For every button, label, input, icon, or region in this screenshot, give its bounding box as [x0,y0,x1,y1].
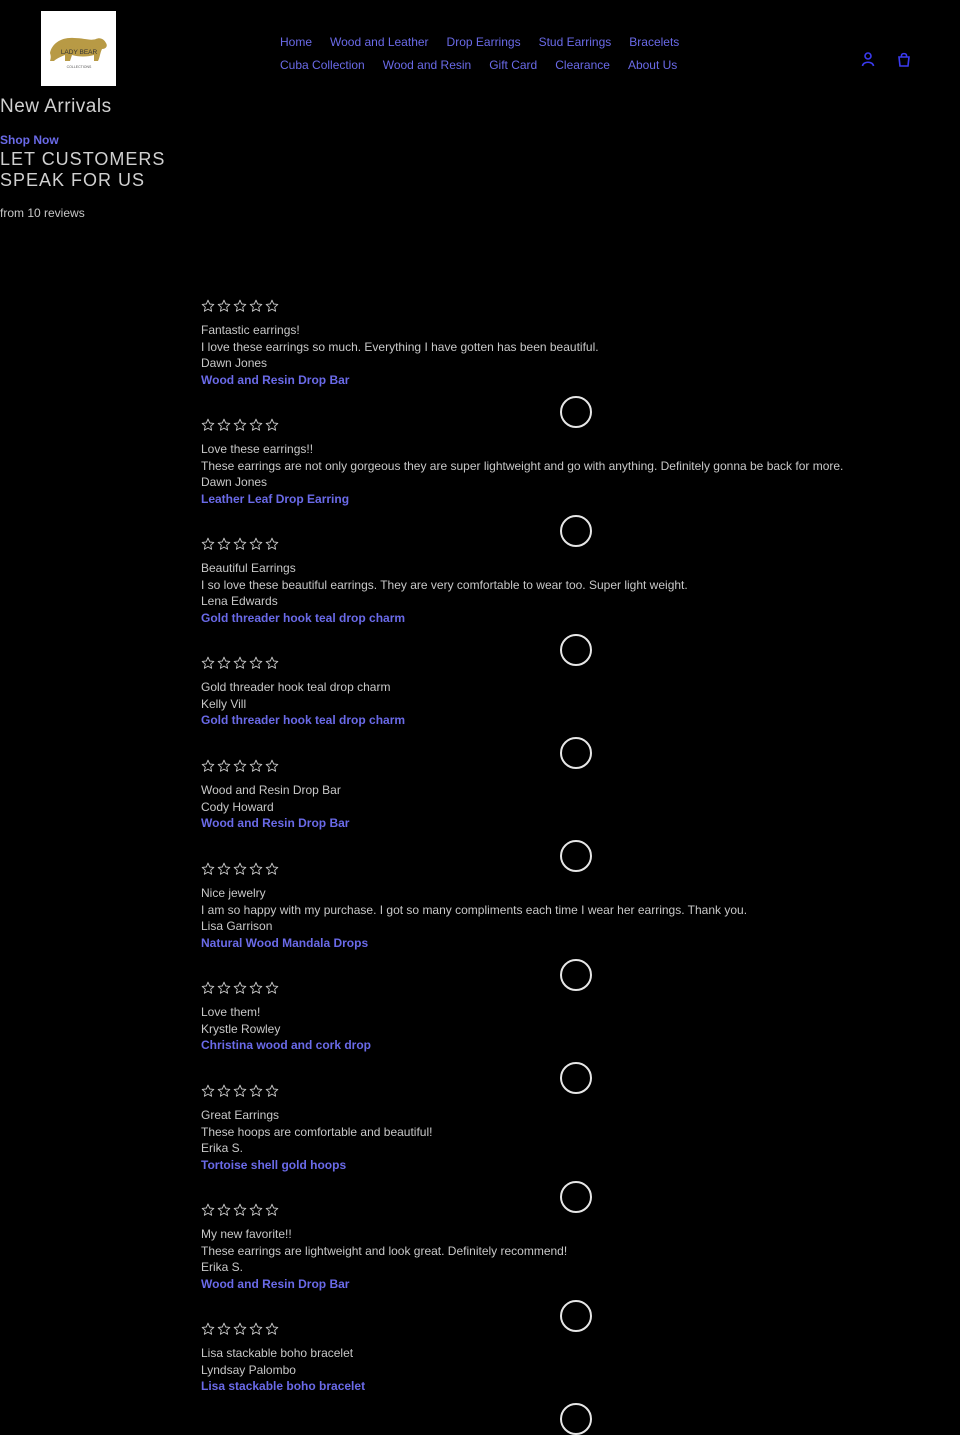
review-title: Gold threader hook teal drop charm [201,680,391,694]
nav-item-drop-earrings[interactable]: Drop Earrings [446,34,521,49]
review-author: Dawn Jones [201,475,268,489]
star-rating [201,1203,951,1219]
star-icon [265,1322,279,1338]
star-icon [217,862,231,878]
review-item [201,1322,951,1435]
star-icon [217,1084,231,1100]
nav-item-home[interactable]: Home [280,34,313,49]
star-icon [217,1322,231,1338]
nav-item-wood-and-resin[interactable]: Wood and Resin [382,57,472,72]
star-icon [249,759,263,775]
star-icon [233,981,247,997]
star-icon [201,656,215,672]
star-icon [233,1203,247,1219]
star-icon [201,299,215,315]
review-product-link[interactable]: Christina wood and cork drop [201,1038,372,1052]
review-item [201,981,951,1094]
nav-item-stud-earrings[interactable]: Stud Earrings [538,34,612,49]
review-body: These earrings are lightweight and look great. Definitely recommend! [201,1243,568,1258]
review-author: Dawn Jones [201,356,268,370]
nav-row-2 [280,53,700,76]
review-product-link[interactable]: Wood and Resin Drop Bar [201,372,350,387]
review-product-link[interactable]: Gold threader hook teal drop charm [201,610,406,625]
star-icon [233,537,247,553]
review-product-link[interactable]: Wood and Resin Drop Bar [201,816,350,830]
star-icon [249,1084,263,1100]
review-body: These hoops are comfortable and beautiful! [201,1124,433,1139]
star-rating [201,1084,951,1100]
star-icon [265,1084,279,1100]
star-icon [265,656,279,672]
star-icon [265,418,279,434]
review-title: Love them! [201,1005,261,1019]
star-icon [249,537,263,553]
review-body: I so love these beautiful earrings. They are very comfortable to wear too. Super light weight. [201,577,688,592]
star-icon [233,656,247,672]
review-author: Kelly Vill [201,696,247,711]
star-icon [217,418,231,434]
svg-text:COLLECTIONS: COLLECTIONS [66,64,91,69]
nav-item-wood-and-leather[interactable]: Wood and Leather [330,34,429,49]
star-rating [201,537,951,553]
star-rating [201,299,951,315]
cart-icon[interactable] [896,51,912,67]
star-icon [265,299,279,315]
nav-item-bracelets[interactable]: Bracelets [629,34,680,49]
review-item [201,1203,951,1332]
review-author: Erika S. [201,1141,244,1155]
review-title: Fantastic earrings! [201,323,300,337]
review-body: I love these earrings so much. Everything I have gotten has been beautiful. [201,339,599,354]
review-product-link[interactable]: Leather Leaf Drop Earring [201,491,350,506]
review-item [201,1084,951,1213]
star-icon [249,862,263,878]
review-author: Erika S. [201,1260,244,1274]
star-icon [249,299,263,315]
review-author: Lena Edwards [201,594,278,608]
review-item [201,759,951,872]
review-title: Nice jewelry [201,886,266,900]
review-body: I am so happy with my purchase. I got so many compliments each time I wear her earrings. Thank you. [201,902,748,917]
review-title: Wood and Resin Drop Bar [201,783,341,797]
star-icon [217,656,231,672]
section-title-new-arrivals: New Arrivals [0,96,112,117]
star-icon [217,1203,231,1219]
review-product-link[interactable]: Gold threader hook teal drop charm [201,713,406,727]
star-icon [249,1322,263,1338]
user-icon[interactable] [860,51,876,67]
bear-logo-icon [44,27,114,71]
review-product-link[interactable]: Natural Wood Mandala Drops [201,935,369,950]
star-icon [265,981,279,997]
star-icon [249,981,263,997]
store-logo[interactable] [41,11,116,86]
review-title: Love these earrings!! [201,442,314,456]
review-item [201,418,951,547]
star-rating [201,759,951,775]
star-icon [201,981,215,997]
star-icon [265,759,279,775]
review-item [201,537,951,666]
review-item [201,862,951,991]
main-nav [280,30,700,76]
review-title: Great Earrings [201,1108,280,1122]
star-icon [233,1084,247,1100]
star-icon [249,1203,263,1219]
star-icon [201,1084,215,1100]
nav-item-gift-card[interactable]: Gift Card [489,57,538,72]
review-item [201,299,951,428]
star-icon [217,759,231,775]
testimonials-heading: LET CUSTOMERS SPEAK FOR US [0,149,166,190]
review-item [201,656,951,769]
nav-item-about-us[interactable]: About Us [627,57,678,72]
nav-item-cuba-collection[interactable]: Cuba Collection [280,57,365,72]
star-rating [201,981,951,997]
star-icon [201,537,215,553]
star-icon [217,299,231,315]
shop-now-link[interactable]: Shop Now [0,133,59,147]
star-icon [233,418,247,434]
review-title: Beautiful Earrings [201,561,296,575]
star-icon [217,981,231,997]
review-product-link[interactable]: Tortoise shell gold hoops [201,1157,347,1172]
star-icon [201,418,215,434]
star-rating [201,418,951,434]
svg-text:LADY BEAR: LADY BEAR [60,48,97,56]
star-icon [265,862,279,878]
star-icon [249,656,263,672]
star-icon [217,537,231,553]
star-icon [201,862,215,878]
star-icon [249,418,263,434]
star-icon [201,1322,215,1338]
star-icon [233,1322,247,1338]
review-product-link[interactable]: Wood and Resin Drop Bar [201,1276,350,1291]
star-icon [233,299,247,315]
star-icon [201,759,215,775]
review-title: Lisa stackable boho bracelet [201,1346,354,1360]
nav-item-clearance[interactable]: Clearance [555,57,610,72]
review-author: Lisa Garrison [201,919,273,933]
star-rating [201,656,951,672]
star-icon [233,862,247,878]
star-icon [233,759,247,775]
review-count: from 10 reviews [0,206,85,220]
star-rating [201,862,951,878]
star-icon [265,537,279,553]
review-author: Krystle Rowley [201,1021,281,1036]
review-author: Cody Howard [201,799,274,814]
nav-row-1 [280,30,700,53]
review-body: These earrings are not only gorgeous they are super lightweight and go with anything. Definitely gonna be back for more. [201,458,844,473]
header-icons [860,51,912,67]
review-author: Lyndsay Palombo [201,1362,296,1377]
review-product-link[interactable]: Lisa stackable boho bracelet [201,1379,366,1393]
star-rating [201,1322,951,1338]
star-icon [265,1203,279,1219]
star-icon [201,1203,215,1219]
review-title: My new favorite!! [201,1227,292,1241]
